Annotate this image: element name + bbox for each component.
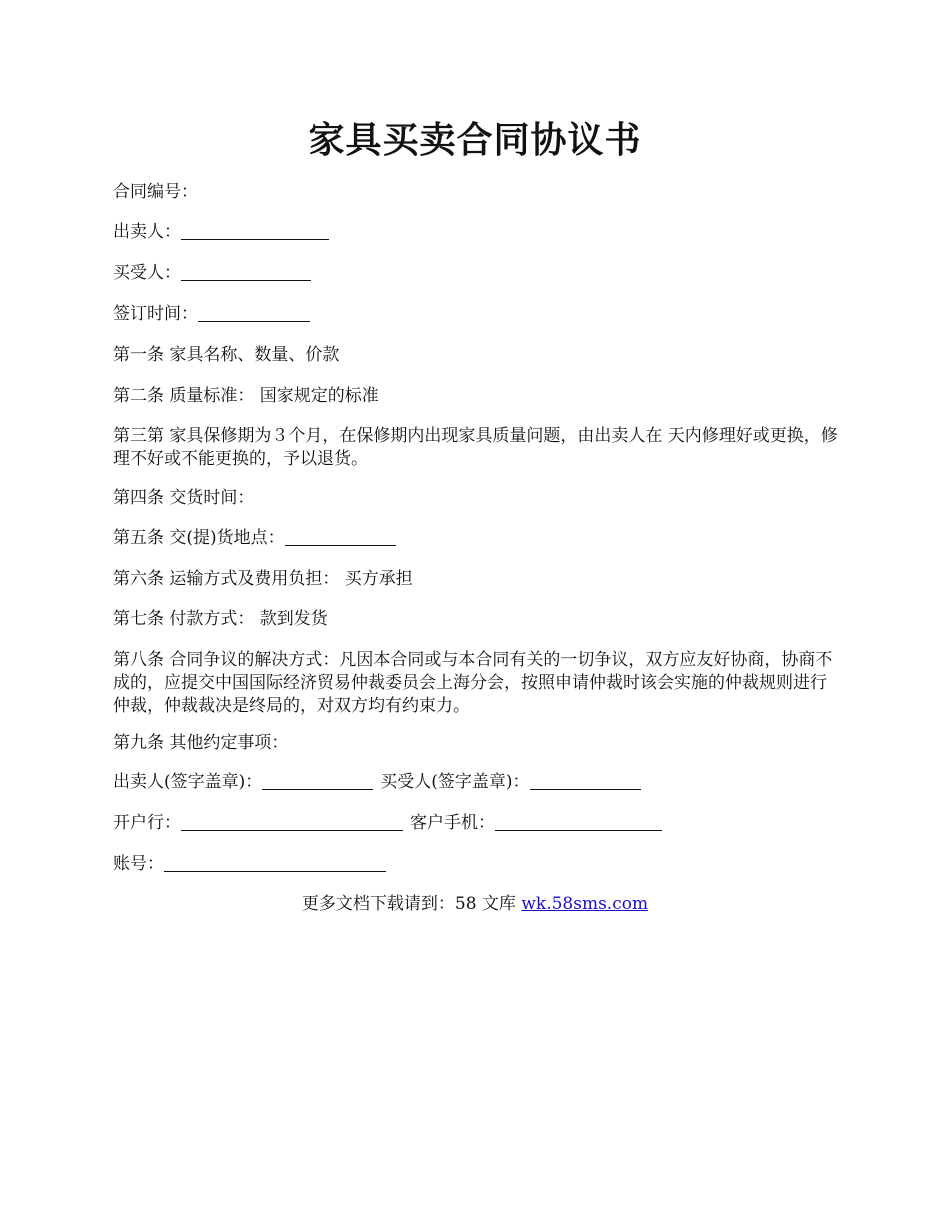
article-5-line [113, 527, 843, 550]
article-9: 第九条 其他约定事项： [113, 733, 289, 753]
bank-phone-line [113, 812, 843, 835]
seller-label: 出卖人： [113, 222, 181, 242]
seller-line [113, 221, 843, 244]
delivery-place-blank [285, 528, 396, 546]
footer [0, 893, 950, 916]
article-7: 第七条 付款方式： 款到发货 [113, 609, 328, 629]
sign-time-label: 签订时间： [113, 304, 198, 324]
seller-sign-label: 出卖人(签字盖章)： [113, 772, 263, 792]
sign-time-line [113, 303, 843, 326]
contract-number-line [113, 181, 843, 204]
account-label: 账号： [113, 854, 164, 874]
article-6: 第六条 运输方式及费用负担： 买方承担 [113, 569, 413, 589]
article-4: 第四条 交货时间： [113, 488, 255, 508]
bank-blank [181, 813, 403, 831]
phone-blank [495, 813, 662, 831]
article-8: 第八条 合同争议的解决方式：凡因本合同或与本合同有关的一切争议，双方应友好协商，协商不成的，应提交中国国际经济贸易仲裁委员会上海分会，按照申请仲裁时该会实施的仲裁规则进行仲裁，仲裁裁决是终局的，对双方均有约束力。 [113, 650, 833, 716]
sign-time-blank [198, 304, 310, 322]
footer-link[interactable]: wk.58sms.com [521, 894, 649, 914]
footer-text: 更多文档下载请到：58 文库 [301, 894, 522, 914]
bank-label: 开户行： [113, 813, 181, 833]
account-blank [164, 854, 386, 872]
phone-label: 客户手机： [410, 813, 495, 833]
article-3: 第三第 家具保修期为３个月，在保修期内出现家具质量问题，由出卖人在 天内修理好或更换，修理不好或不能更换的，予以退货。 [113, 426, 838, 469]
buyer-label: 买受人： [113, 263, 181, 283]
buyer-blank [181, 263, 311, 281]
contract-number-label: 合同编号： [113, 182, 198, 202]
document-title: 家具买卖合同协议书 [308, 119, 642, 161]
buyer-line [113, 262, 843, 285]
buyer-sign-blank [530, 772, 641, 790]
article-5-label: 第五条 交(提)货地点： [113, 528, 285, 548]
buyer-sign-label: 买受人(签字盖章)： [380, 772, 530, 792]
article-2: 第二条 质量标准： 国家规定的标准 [113, 386, 379, 406]
seller-sign-blank [262, 772, 373, 790]
account-line [113, 853, 843, 876]
article-1: 第一条 家具名称、数量、价款 [113, 345, 340, 365]
seller-blank [181, 222, 329, 240]
signature-line [113, 771, 843, 794]
